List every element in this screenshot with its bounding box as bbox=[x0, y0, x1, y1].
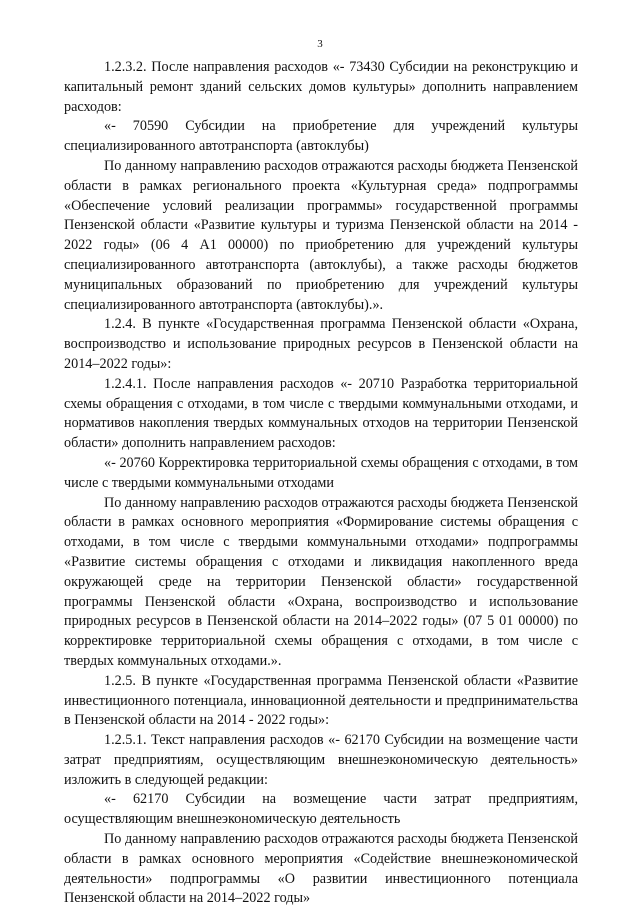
paragraph: «- 62170 Субсидии на возмещение части затрат предприятиям, осуществляющим внешнеэкономическую деятельность bbox=[64, 791, 578, 828]
paragraph: 1.2.3.2. После направления расходов «- 73430 Субсидии на реконструкцию и капитальный ремонт зданий сельских домов культуры» дополнить направлением расходов: bbox=[64, 59, 578, 115]
paragraph: 1.2.4.1. После направления расходов «- 20710 Разработка территориальной схемы обращения с отходами, в том числе с твердыми коммунальными отходами, и нормативов накопления твердых коммунальных отходов на территории Пензенской области» дополнить направлением расходов: bbox=[64, 375, 578, 452]
paragraph: 1.2.5.1. Текст направления расходов «- 62170 Субсидии на возмещение части затрат предприятиям, осуществляющим внешнеэкономическую деятельность» изложить в следующей редакции: bbox=[64, 732, 578, 788]
paragraph: 1.2.4. В пункте «Государственная программа Пензенской области «Охрана, воспроизводство и использование природных ресурсов в Пензенской области на 2014–2022 годы»: bbox=[64, 316, 578, 372]
paragraph: «- 20760 Корректировка территориальной схемы обращения с отходами, в том числе с твердыми коммунальными отходами bbox=[64, 454, 578, 491]
paragraph: По данному направлению расходов отражаются расходы бюджета Пензенской области в рамках регионального проекта «Культурная среда» подпрограммы «Обеспечение условий реализации программы» государственной программы Пензенской области «Развитие культуры и туризма Пензенской области на 2014 - 2022 годы» (06 4 A1 00000) по приобретению для учреждений культуры специализированного автотранспорта (автоклубы), а также расходы бюджетов муниципальных образований по приобретению для учреждений культуры специализированного автотранспорта (автоклубы).». bbox=[64, 157, 578, 313]
page-number: 3 bbox=[317, 38, 323, 50]
paragraph: «- 70590 Субсидии на приобретение для учреждений культуры специализированного автотранспорта (автоклубы) bbox=[64, 118, 578, 155]
paragraph: 1.2.5. В пункте «Государственная программа Пензенской области «Развитие инвестиционного потенциала, инновационной деятельности и предпринимательства в Пензенской области на 2014 - 2022 годы»: bbox=[64, 672, 578, 729]
document-body bbox=[64, 58, 578, 909]
paragraph: По данному направлению расходов отражаются расходы бюджета Пензенской области в рамках основного мероприятия «Содействие внешнеэкономической деятельности» подпрограммы «О развитии инвестиционного потенциала Пензенской области на 2014–2022 годы» bbox=[64, 831, 578, 907]
paragraph: По данному направлению расходов отражаются расходы бюджета Пензенской области в рамках основного мероприятия «Формирование системы обращения с отходами, в том числе с твердыми коммунальными отходами» подпрограммы «Развитие системы обращения с отходами и ликвидация накопленного вреда окружающей среде на территории Пензенской области» государственной программы Пензенской области «Охрана, воспроизводство и использование природных ресурсов в Пензенской области на 2014–2022 годы» (07 5 01 00000) по корректировке территориальной схемы обращения с отходами, в том числе с твердых коммунальных отходами.». bbox=[64, 494, 578, 669]
